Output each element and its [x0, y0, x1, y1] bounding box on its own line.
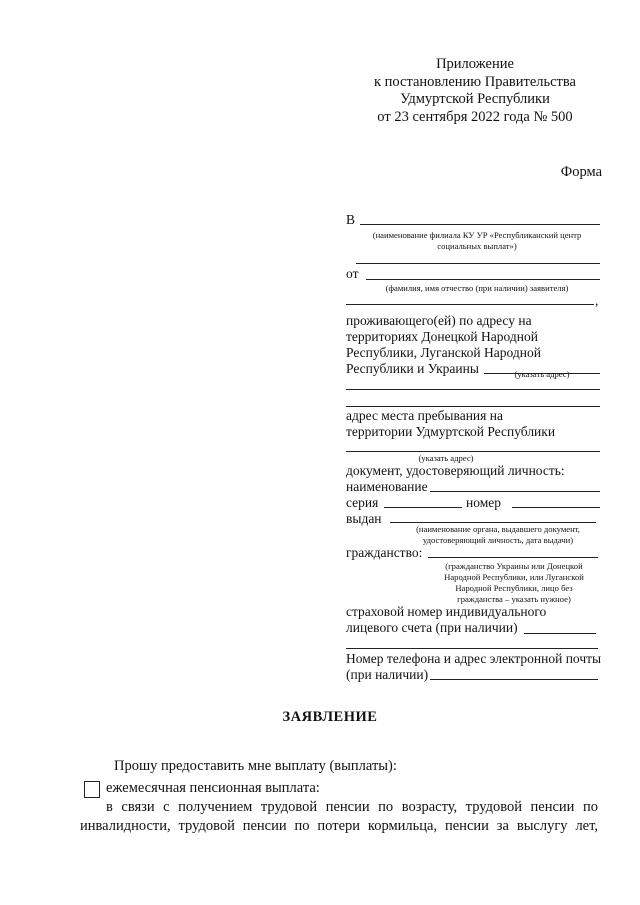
citizenship-hint-1: (гражданство Украины или Донецкой [445, 561, 583, 571]
issued-by-field[interactable] [390, 522, 596, 523]
document-name-label: наименование [346, 479, 428, 494]
citizenship-hint-3: Народной Республики, лицо без [455, 583, 573, 593]
statement-text-line-2: инвалидности, трудовой пенсии по потери кормильца, пенсии за выслугу лет, [80, 818, 598, 834]
citizenship-hint-2: Народной Республики, или Луганской [444, 572, 584, 582]
appendix-line-3: Удмуртской Республики [400, 91, 550, 107]
residence-line-1: проживающего(ей) по адресу на [346, 313, 532, 328]
option-monthly-pension: ежемесячная пенсионная выплата: [106, 780, 320, 796]
contact-field[interactable] [430, 679, 598, 680]
document-name-field[interactable] [430, 491, 600, 492]
statement-title: ЗАЯВЛЕНИЕ [282, 709, 378, 725]
appendix-line-2: к постановлению Правительства [374, 73, 576, 90]
from-prefix: от [346, 266, 359, 281]
applicant-name-line-2[interactable] [346, 304, 594, 305]
snils-line-1: страховой номер индивидуального [346, 604, 547, 619]
issued-hint-1: (наименование органа, выдавшего документ, [416, 524, 580, 534]
snils-field[interactable] [524, 633, 596, 634]
residence-address-line-3[interactable] [346, 406, 600, 407]
issued-hint-2: удостоверяющий личность, дата выдачи) [422, 535, 574, 545]
statement-request: Прошу предоставить мне выплату (выплаты): [114, 758, 397, 774]
citizenship-field[interactable] [428, 557, 598, 558]
snils-field-2[interactable] [346, 648, 598, 649]
branch-hint-2: социальных выплат») [437, 241, 517, 251]
applicant-name-line[interactable] [366, 279, 600, 280]
appendix-header [330, 56, 620, 126]
monthly-pension-checkbox[interactable] [84, 781, 100, 798]
stay-line-2: территории Удмуртской Республики [346, 424, 556, 439]
citizenship-hint-4: гражданства – указать нужное) [457, 594, 571, 604]
series-label: серия [346, 495, 379, 510]
residence-address-hint: (указать адрес) [514, 369, 570, 379]
stay-line-1: адрес места пребывания на [346, 408, 503, 423]
stay-address-hint: (указать адрес) [418, 453, 474, 463]
citizenship-label: гражданство: [346, 545, 423, 560]
appendix-line-1: Приложение [436, 56, 514, 72]
branch-input-line[interactable] [360, 224, 600, 225]
residence-address-line-2[interactable] [346, 389, 600, 390]
appendix-line-4: от 23 сентября 2022 года № 500 [377, 108, 573, 125]
branch-hint-1: (наименование филиала КУ УР «Республиканский центр [372, 230, 582, 240]
snils-line-2: лицевого счета (при наличии) [346, 620, 518, 635]
to-prefix: В [346, 212, 356, 227]
residence-line-3: Республики, Луганской Народной [346, 345, 541, 360]
statement-text-line-1: в связи с получением трудовой пенсии по возрасту, трудовой пенсии по [106, 799, 598, 815]
series-field[interactable] [384, 507, 462, 508]
from-line-blank[interactable] [356, 263, 600, 264]
comma: , [595, 293, 599, 308]
applicant-name-hint: (фамилия, имя отчество (при наличии) заявителя) [385, 283, 569, 293]
issued-label: выдан [346, 511, 382, 526]
number-label: номер [466, 495, 502, 510]
contact-line-1: Номер телефона и адрес электронной почты [346, 651, 602, 666]
stay-address-line[interactable] [346, 451, 600, 452]
residence-line-2: территориях Донецкой Народной [346, 329, 538, 344]
number-field[interactable] [512, 507, 600, 508]
form-label: Форма [560, 164, 602, 180]
identity-title: документ, удостоверяющий личность: [346, 463, 565, 478]
contact-line-2: (при наличии) [346, 667, 429, 682]
residence-line-4: Республики и Украины [346, 361, 479, 376]
